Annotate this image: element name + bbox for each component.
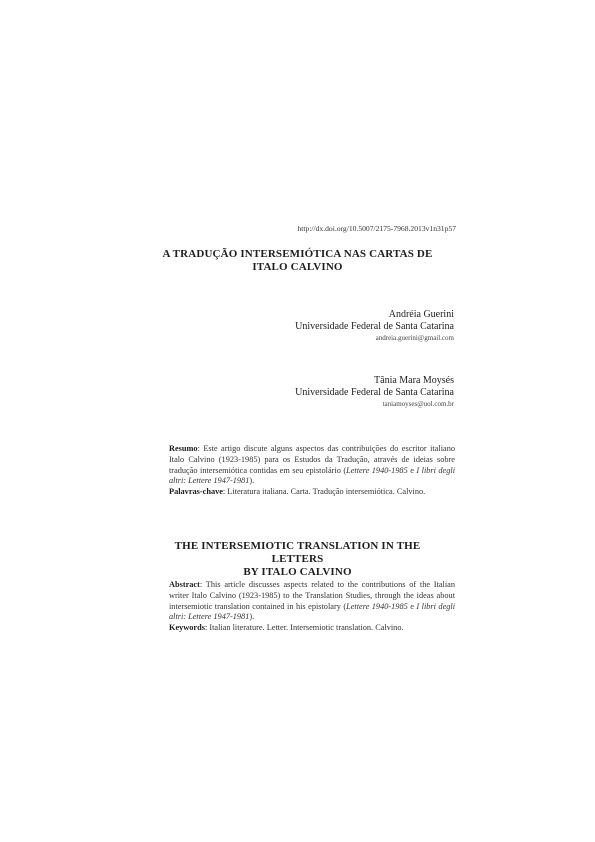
resumo-italic-b: I libri degli altri: Lettere 1947-1981 xyxy=(169,465,456,486)
resumo-paragraph xyxy=(169,444,455,487)
abstract-text-b: e xyxy=(407,601,417,611)
resumo-text-b: e xyxy=(407,465,417,475)
title-pt-line-2: ITALO CALVINO xyxy=(252,261,343,273)
abstract-italic-a: Lettere 1940-1985 xyxy=(346,601,408,611)
keywords-text: : Italian literature. Letter. Intersemiotic translation. Calvino. xyxy=(204,623,404,633)
keywords-paragraph xyxy=(169,623,455,634)
abstract-text-a: : This article discusses aspects related to the contributions of the Italian writer Italo Calvino (1923-1985) to the Translation Studies, through the ideas about intersemiotic translation contained in his epistolary ( xyxy=(169,580,455,611)
palavras-chave-label: Palavras-chave xyxy=(169,487,223,497)
author-name: Tânia Mara Moysés xyxy=(374,375,454,386)
resumo-section xyxy=(169,444,455,498)
title-portuguese xyxy=(150,248,445,274)
keywords-label: Keywords xyxy=(169,623,205,633)
resumo-label: Resumo xyxy=(169,444,198,453)
palavras-chave-text: : Literatura italiana. Carta. Tradução intersemiótica. Calvino. xyxy=(222,487,426,497)
title-english xyxy=(150,540,445,579)
author-email[interactable]: andreia.guerini@gmail.com xyxy=(375,334,454,342)
abstract-text-c: ). xyxy=(249,612,255,622)
title-pt-line-1: A TRADUÇÃO INTERSEMIÓTICA NAS CARTAS DE xyxy=(162,248,433,260)
author-block-2 xyxy=(295,375,454,409)
title-en-line-2: BY ITALO CALVINO xyxy=(243,566,352,578)
doi-link[interactable]: http://dx.doi.org/10.5007/2175-7968.2013v1n31p57 xyxy=(297,224,456,233)
author-name: Andréia Guerini xyxy=(388,309,454,320)
resumo-italic-a: Lettere 1940-1985 xyxy=(346,465,408,475)
abstract-section xyxy=(169,580,455,634)
abstract-label: Abstract xyxy=(169,580,200,589)
author-block-1 xyxy=(295,309,454,343)
abstract-italic-b: I libri degli altri: Lettere 1947-1981 xyxy=(169,601,456,622)
author-institution: Universidade Federal de Santa Catarina xyxy=(295,387,454,398)
author-institution: Universidade Federal de Santa Catarina xyxy=(295,321,454,332)
palavras-chave-paragraph xyxy=(169,487,455,498)
author-email[interactable]: taniamoyses@uol.com.br xyxy=(382,400,454,408)
resumo-text-a: : Este artigo discute alguns aspectos das contribuições do escritor italiano Italo Calvino (1923-1985) para os Estudos da Tradução, através de ideias sobre tradução intersemiótica contidas em seu epistolário ( xyxy=(169,444,455,475)
title-en-line-1: THE INTERSEMIOTIC TRANSLATION IN THE LETTERS xyxy=(174,540,421,565)
resumo-text-c: ). xyxy=(249,476,255,486)
abstract-paragraph xyxy=(169,580,455,623)
